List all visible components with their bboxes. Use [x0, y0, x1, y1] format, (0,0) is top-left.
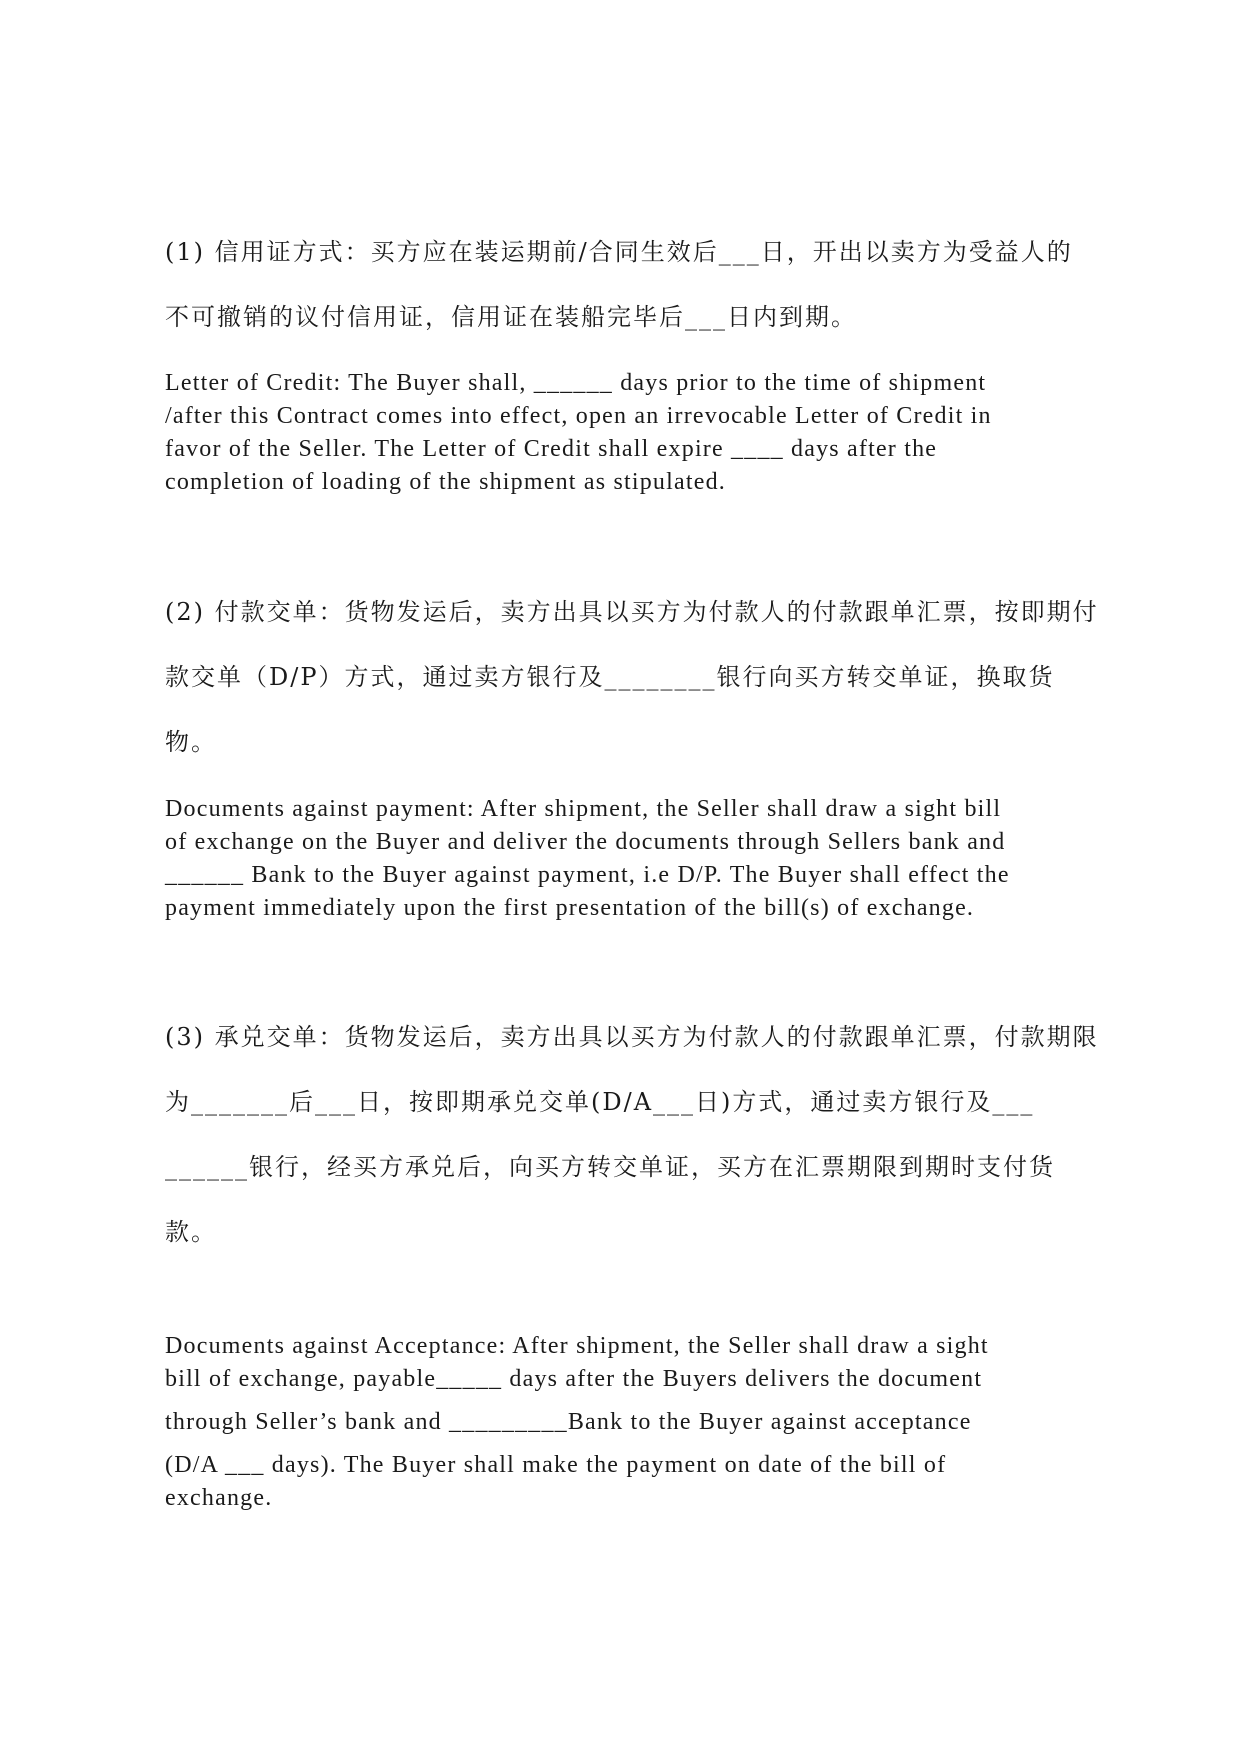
clause-3-english: [165, 1330, 1085, 1515]
clause-2-en-line-3: ______ Bank to the Buyer against payment, i.e D/P. The Buyer shall effect the: [165, 862, 1010, 888]
clause-1-cn-line-2: 不可撤销的议付信用证，信用证在装船完毕后___日内到期。: [165, 303, 857, 331]
clause-3-en-line-1: Documents against Acceptance: After shipment, the Seller shall draw a sight: [165, 1333, 989, 1359]
clause-1-chinese: [165, 220, 1085, 350]
clause-3-cn-line-4: 款。: [165, 1218, 217, 1246]
clause-1-english: [165, 367, 1085, 499]
clause-2-english: [165, 793, 1085, 925]
clause-3-en-line-3: through Seller’s bank and _________Bank to the Buyer against acceptance: [165, 1409, 972, 1435]
clause-1-en-line-4: completion of loading of the shipment as stipulated.: [165, 469, 726, 495]
clause-3-cn-line-1: (3) 承兑交单：货物发运后，卖方出具以买方为付款人的付款跟单汇票，付款期限: [165, 1023, 1099, 1051]
clause-2-en-line-1: Documents against payment: After shipment, the Seller shall draw a sight bill: [165, 796, 1002, 822]
clause-2-chinese: [165, 580, 1099, 775]
clause-3-en-line-4: (D/A ___ days). The Buyer shall make the payment on date of the bill of: [165, 1452, 947, 1478]
clause-1-cn-line-1: (1) 信用证方式：买方应在装运期前/合同生效后___日，开出以卖方为受益人的: [165, 238, 1073, 266]
clause-3-chinese: [165, 1005, 1099, 1265]
clause-3-en-line-5: exchange.: [165, 1485, 273, 1511]
clause-2-cn-line-1: (2) 付款交单：货物发运后，卖方出具以买方为付款人的付款跟单汇票，按即期付: [165, 598, 1099, 626]
clause-3-en-line-2: bill of exchange, payable_____ days after the Buyers delivers the document: [165, 1366, 983, 1392]
clause-2-cn-line-3: 物。: [165, 728, 217, 756]
clause-1-en-line-3: favor of the Seller. The Letter of Credit shall expire ____ days after the: [165, 436, 938, 462]
clause-3-cn-line-2: 为_______后___日，按即期承兑交单(D/A___日)方式，通过卖方银行及___: [165, 1088, 1035, 1116]
clause-3-cn-line-3: ______银行，经买方承兑后，向买方转交单证，买方在汇票期限到期时支付货: [165, 1153, 1055, 1181]
clause-2-en-line-4: payment immediately upon the first presentation of the bill(s) of exchange.: [165, 895, 975, 921]
clause-1-en-line-1: Letter of Credit: The Buyer shall, ______ days prior to the time of shipment: [165, 370, 987, 396]
clause-2-en-line-2: of exchange on the Buyer and deliver the documents through Sellers bank and: [165, 829, 1006, 855]
clause-2-cn-line-2: 款交单（D/P）方式，通过卖方银行及________银行向买方转交单证，换取货: [165, 663, 1055, 691]
clause-1-en-line-2: /after this Contract comes into effect, open an irrevocable Letter of Credit in: [165, 403, 992, 429]
